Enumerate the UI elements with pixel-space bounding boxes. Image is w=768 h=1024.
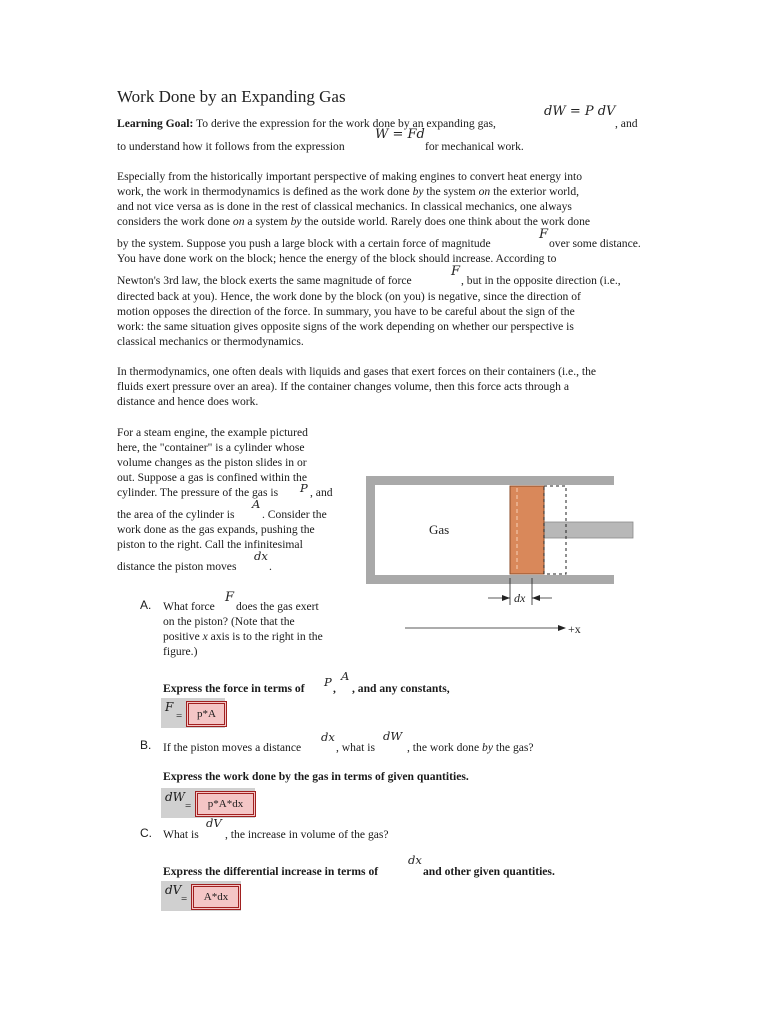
piston bbox=[510, 486, 544, 574]
math-dw: dW bbox=[383, 729, 403, 743]
learning-goal-label: Learning Goal: bbox=[117, 117, 194, 130]
math-f: F bbox=[225, 590, 235, 605]
answer-box-work: dW = p*A*dx bbox=[161, 788, 255, 818]
answer-input-work[interactable]: p*A*dx bbox=[195, 791, 256, 817]
answer-box-force: F = p*A bbox=[161, 698, 225, 728]
page-title: Work Done by an Expanding Gas bbox=[117, 87, 346, 106]
math-dx: dx bbox=[408, 853, 422, 867]
math-dx: dx bbox=[321, 730, 335, 744]
question-b-prompt: Express the work done by the gas in terms of given quantities. bbox=[163, 770, 469, 783]
cylinder-figure bbox=[360, 470, 650, 645]
learning-goal-line-1: Learning Goal: To derive the expression for the work done by an expanding gas, bbox=[117, 117, 496, 130]
math-f: F bbox=[539, 227, 549, 242]
answer-input-volume[interactable]: A*dx bbox=[191, 884, 241, 910]
math-f: F bbox=[451, 264, 461, 279]
math-a: A bbox=[252, 497, 261, 511]
math-dx: dx bbox=[254, 549, 268, 563]
piston-rod bbox=[543, 522, 633, 538]
question-c-letter: C. bbox=[140, 826, 152, 840]
answer-box-volume: dV = A*dx bbox=[161, 881, 241, 911]
question-b-letter: B. bbox=[140, 738, 152, 752]
math-a: A bbox=[341, 669, 350, 683]
question-c-prompt: Express the differential increase in terms of bbox=[163, 865, 379, 878]
question-a-prompt: Express the force in terms of bbox=[163, 682, 305, 695]
gas-label: Gas bbox=[429, 522, 450, 537]
x-axis-label: +x bbox=[568, 622, 581, 636]
math-w-fd: W = Fd bbox=[375, 127, 425, 142]
math-dw-pdv: dW = P dV bbox=[544, 104, 616, 119]
math-p: P bbox=[300, 481, 308, 495]
answer-input-force[interactable]: p*A bbox=[186, 701, 227, 727]
learning-goal-line-2: to understand how it follows from the expression bbox=[117, 140, 345, 153]
math-p: P bbox=[324, 675, 332, 689]
question-a-letter: A. bbox=[140, 598, 152, 612]
dx-label: dx bbox=[514, 591, 526, 605]
math-dv: dV bbox=[206, 816, 222, 830]
